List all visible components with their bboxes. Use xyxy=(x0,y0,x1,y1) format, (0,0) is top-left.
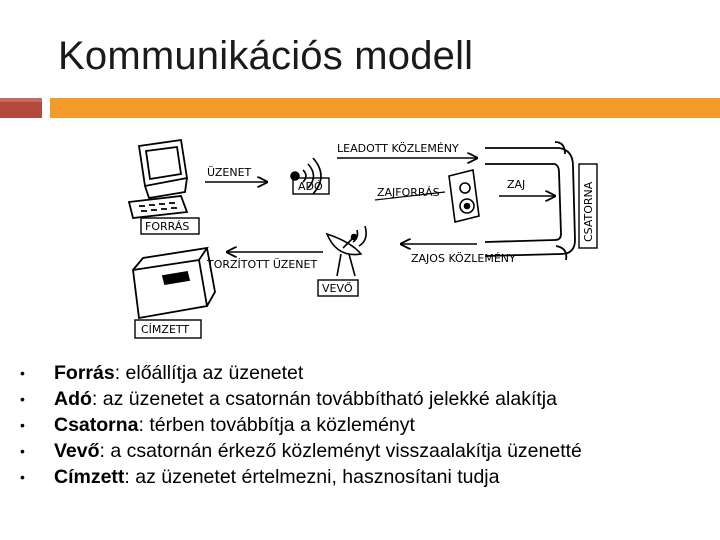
bullet-text: : előállítja az üzenetet xyxy=(114,362,304,384)
zaj-label: ZAJ xyxy=(507,178,526,191)
bullet-list xyxy=(20,360,710,490)
uzenet-label: ÜZENET xyxy=(207,166,252,179)
cimzett-label: CÍMZETT xyxy=(141,323,190,336)
channel-pipe-icon xyxy=(485,142,575,260)
bullet-icon: • xyxy=(20,365,25,381)
bullet-icon: • xyxy=(20,417,25,433)
ado-label: ADÓ xyxy=(298,180,323,193)
accent-bar xyxy=(50,98,720,118)
mailbox-icon xyxy=(133,248,215,318)
computer-icon xyxy=(129,140,187,218)
bullet-term: Címzett xyxy=(54,466,125,488)
bullet-icon: • xyxy=(20,469,25,485)
bullet-icon: • xyxy=(20,443,25,459)
vevo-label: VEVŐ xyxy=(322,282,353,295)
bullet-term: Csatorna xyxy=(54,414,139,436)
list-item xyxy=(20,412,710,438)
list-item xyxy=(20,438,710,464)
bullet-icon: • xyxy=(20,391,25,407)
bullet-term: Adó xyxy=(54,388,92,410)
satellite-dish-icon xyxy=(327,226,366,276)
accent-square-highlight xyxy=(0,98,42,102)
bullet-term: Forrás xyxy=(54,362,115,384)
bullet-text: : a csatornán érkező közleményt visszaalakítja üzenetté xyxy=(99,440,582,462)
zajforras-label: ZAJFORRÁS xyxy=(377,186,440,199)
torzitott-label: TORZÍTOTT ÜZENET xyxy=(207,258,318,271)
leadott-label: LEADOTT KÖZLEMÉNY xyxy=(337,142,459,155)
csatorna-label: CSATORNA xyxy=(582,181,595,242)
list-item xyxy=(20,464,710,490)
bullet-text: : térben továbbítja a közleményt xyxy=(138,414,415,436)
bullet-text: : az üzenetet értelmezni, hasznosítani tudja xyxy=(124,466,500,488)
bullet-text: : az üzenetet a csatornán továbbítható jelekké alakítja xyxy=(91,388,557,410)
zajos-label: ZAJOS KÖZLEMÉNY xyxy=(411,252,516,265)
speaker-icon xyxy=(449,170,479,222)
communication-model-diagram xyxy=(115,130,610,345)
slide-title: Kommunikációs modell xyxy=(58,34,474,78)
list-item xyxy=(20,360,710,386)
list-item xyxy=(20,386,710,412)
bullet-term: Vevő xyxy=(54,440,100,462)
forras-label: FORRÁS xyxy=(145,220,190,233)
